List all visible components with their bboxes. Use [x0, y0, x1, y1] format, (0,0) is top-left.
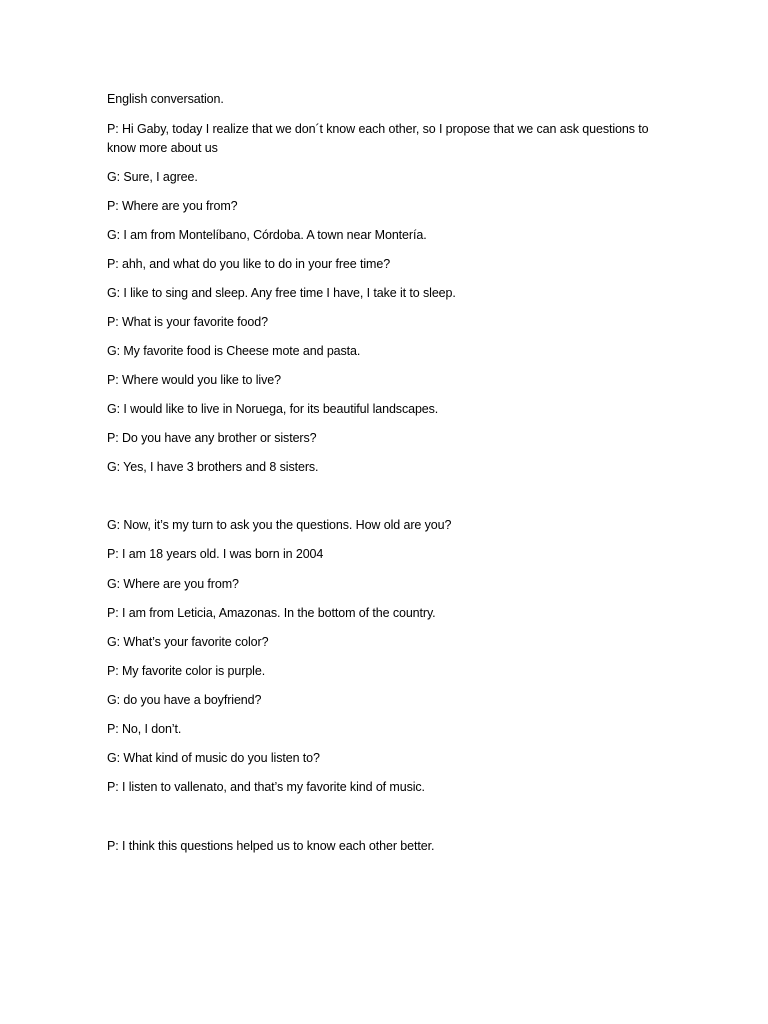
dialogue-line: G: Sure, I agree. [107, 170, 198, 184]
closing-line: P: I think this questions helped us to know each other better. [107, 839, 435, 853]
dialogue-line: P: What is your favorite food? [107, 315, 268, 329]
dialogue-line: G: What’s your favorite color? [107, 635, 269, 649]
dialogue-line: P: ahh, and what do you like to do in your free time? [107, 257, 391, 271]
dialogue-line: P: I listen to vallenato, and that’s my favorite kind of music. [107, 780, 425, 794]
dialogue-line: P: I am 18 years old. I was born in 2004 [107, 547, 324, 561]
dialogue-line: G: What kind of music do you listen to? [107, 751, 320, 765]
dialogue-line: G: Where are you from? [107, 577, 239, 591]
dialogue-line: P: I am from Leticia, Amazonas. In the bottom of the country. [107, 606, 436, 620]
dialogue-line: P: My favorite color is purple. [107, 664, 266, 678]
dialogue-line: P: Do you have any brother or sisters? [107, 431, 317, 445]
dialogue-line: G: do you have a boyfriend? [107, 693, 262, 707]
dialogue-line: G: My favorite food is Cheese mote and pasta. [107, 344, 361, 358]
dialogue-line: G: Yes, I have 3 brothers and 8 sisters. [107, 460, 319, 474]
dialogue-line: G: I am from Montelíbano, Córdoba. A town near Montería. [107, 228, 427, 242]
dialogue-line: P: No, I don’t. [107, 722, 182, 736]
document-title: English conversation. [107, 92, 224, 106]
dialogue-line: G: Now, it’s my turn to ask you the questions. How old are you? [107, 518, 452, 532]
dialogue-line: P: Where are you from? [107, 199, 238, 213]
dialogue-line: G: I would like to live in Noruega, for its beautiful landscapes. [107, 402, 439, 416]
dialogue-line: P: Where would you like to live? [107, 373, 281, 387]
dialogue-line: P: Hi Gaby, today I realize that we don´t know each other, so I propose that we can ask questions to know more about us [107, 122, 649, 155]
dialogue-line: G: I like to sing and sleep. Any free time I have, I take it to sleep. [107, 286, 456, 300]
